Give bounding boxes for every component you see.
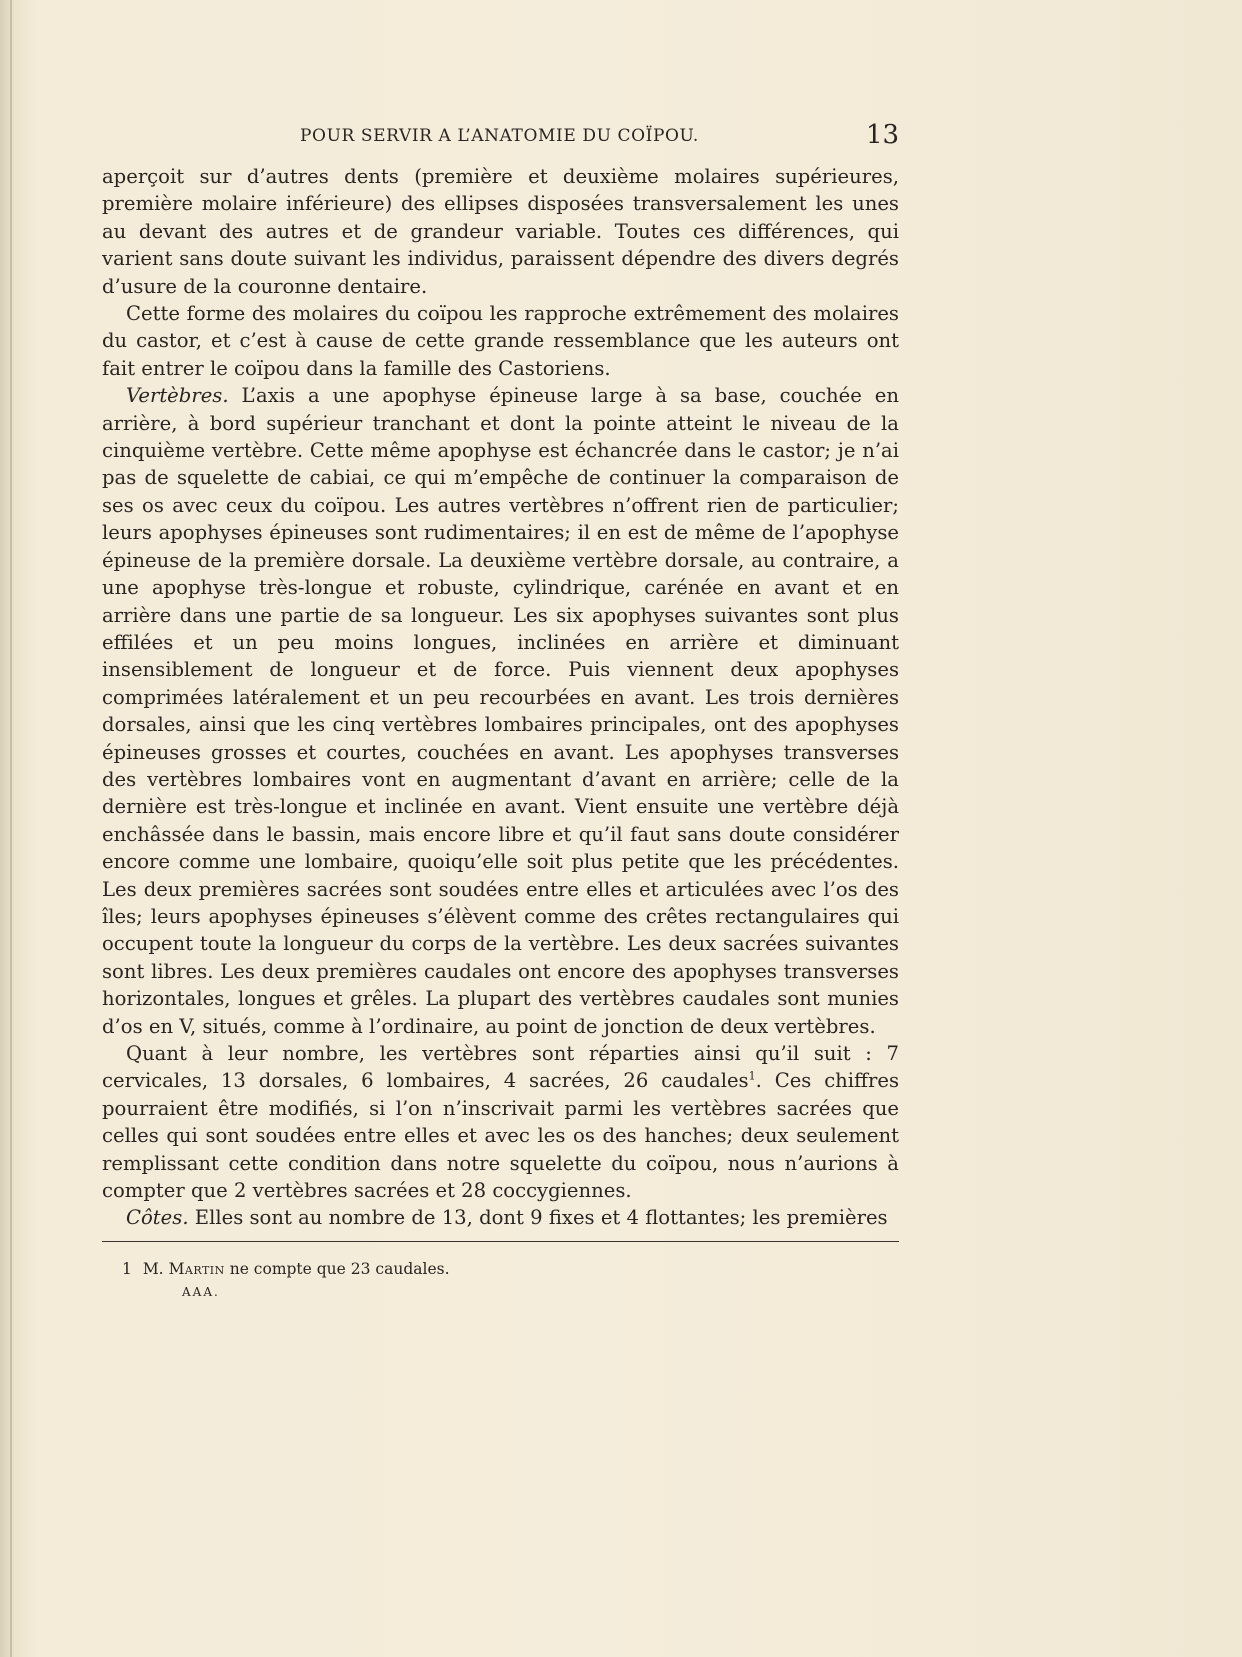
paragraph-castor-comparison: Cette forme des molaires du coïpou les rapproche extrêmement des molaires du castor, et c’est à cause de cette grande ressemblance que les auteurs ont fait entrer le coïpou dans la famille des Castoriens. — [102, 302, 899, 380]
signature-mark: AAA. — [182, 1285, 220, 1299]
paragraph-vertebrae-count — [102, 1040, 899, 1204]
footnote — [122, 1258, 450, 1280]
paragraph-dental: aperçoit sur d’autres dents (première et deuxième molaires supérieures, première molaire inférieure) des ellipses disposées transversalement les unes au devant des autres et de grandeur variable. Toutes ces différences, qui varient sans doute suivant les individus, paraissent dépendre des divers degrés d’usure de la couronne dentaire. — [102, 165, 899, 298]
page-number: 13 — [866, 120, 900, 150]
running-head — [0, 120, 1242, 156]
running-title: POUR SERVIR A L’ANATOMIE DU COÏPOU. — [300, 126, 699, 146]
vertebrae-text: L’axis a une apophyse épineuse large à sa base, couchée en arrière, à bord supérieur tranchant et dont la pointe atteint le niveau de la cinquième vertèbre. Cette même apophyse est échancrée dans le castor; je n’ai pas de squelette de cabiai, ce qui m’empêche de continuer la comparaison de ses os avec ceux du coïpou. Les autres vertèbres n’offrent rien de particulier; leurs apophyses épineuses sont rudimentaires; il en est de même de l’apophyse épineuse de la première dorsale. La deuxième vertèbre dorsale, au contraire, a une apophyse très-longue et robuste, cylindrique, carénée en avant et en arrière dans une partie de sa longueur. Les six apophyses suivantes sont plus effilées et un peu moins longues, inclinées en arrière et diminuant insensiblement de longueur et de force. Puis viennent deux apophyses comprimées latéralement et un peu recourbées en avant. Les trois dernières dorsales, ainsi que les cinq vertèbres lombaires principales, ont des apophyses épineuses grosses et courtes, couchées en avant. Les apophyses transverses des vertèbres lombaires vont en augmentant d’avant en arrière; celle de la dernière est très-longue et inclinée en avant. Vient ensuite une vertèbre déjà enchâssée dans le bassin, mais encore libre et qu’il faut sans doute considérer encore comme une lombaire, quoiqu’elle soit plus petite que les précédentes. Les deux premières sacrées sont soudées entre elles et articulées avec l’os des îles; leurs apophyses épineuses s’élèvent comme des crêtes rectangulaires qui occupent toute la longueur du corps de la vertèbre. Les deux sacrées suivantes sont libres. Les deux premières caudales ont encore des apophyses transverses horizontales, longues et grêles. La plupart des vertèbres caudales sont munies d’os en V, situés, comme à l’ordinaire, au point de jonction de deux vertèbres. — [102, 384, 899, 1038]
ribs-text: Elles sont au nombre de 13, dont 9 fixes et 4 flottantes; les premières — [194, 1206, 888, 1230]
footnote-rule — [102, 1241, 899, 1242]
paragraph-ribs — [102, 1204, 899, 1231]
vertebrae-count-text: Quant à leur nombre, les vertèbres sont réparties ainsi qu’il suit : 7 cervicales, 13 dorsales, 6 lombaires, 4 sacrées, 26 caudales — [102, 1042, 899, 1093]
footnote-author: Martin — [168, 1260, 225, 1278]
binding-edge — [10, 0, 12, 1657]
paragraph-vertebrae — [102, 382, 899, 1040]
footnote-text: ne compte que 23 caudales. — [229, 1260, 450, 1278]
footnote-number: 1 — [122, 1260, 132, 1278]
section-heading-vertebrae: Vertèbres. — [126, 384, 229, 408]
footnote-reference: 1 — [748, 1069, 756, 1083]
section-heading-ribs: Côtes. — [126, 1206, 189, 1230]
body-text — [102, 163, 899, 1232]
footnote-prefix: M. — [142, 1260, 164, 1278]
vertebrae-count-text-continued: . Ces chiffres pourraient être modifiés, si l’on n’inscrivait parmi les vertèbres sacrées que celles qui sont soudées entre elles et avec les os des hanches; deux seulement remplissant cette condition dans notre squelette du coïpou, nous n’aurions à compter que 2 vertèbres sacrées et 28 coccygiennes. — [102, 1069, 899, 1203]
